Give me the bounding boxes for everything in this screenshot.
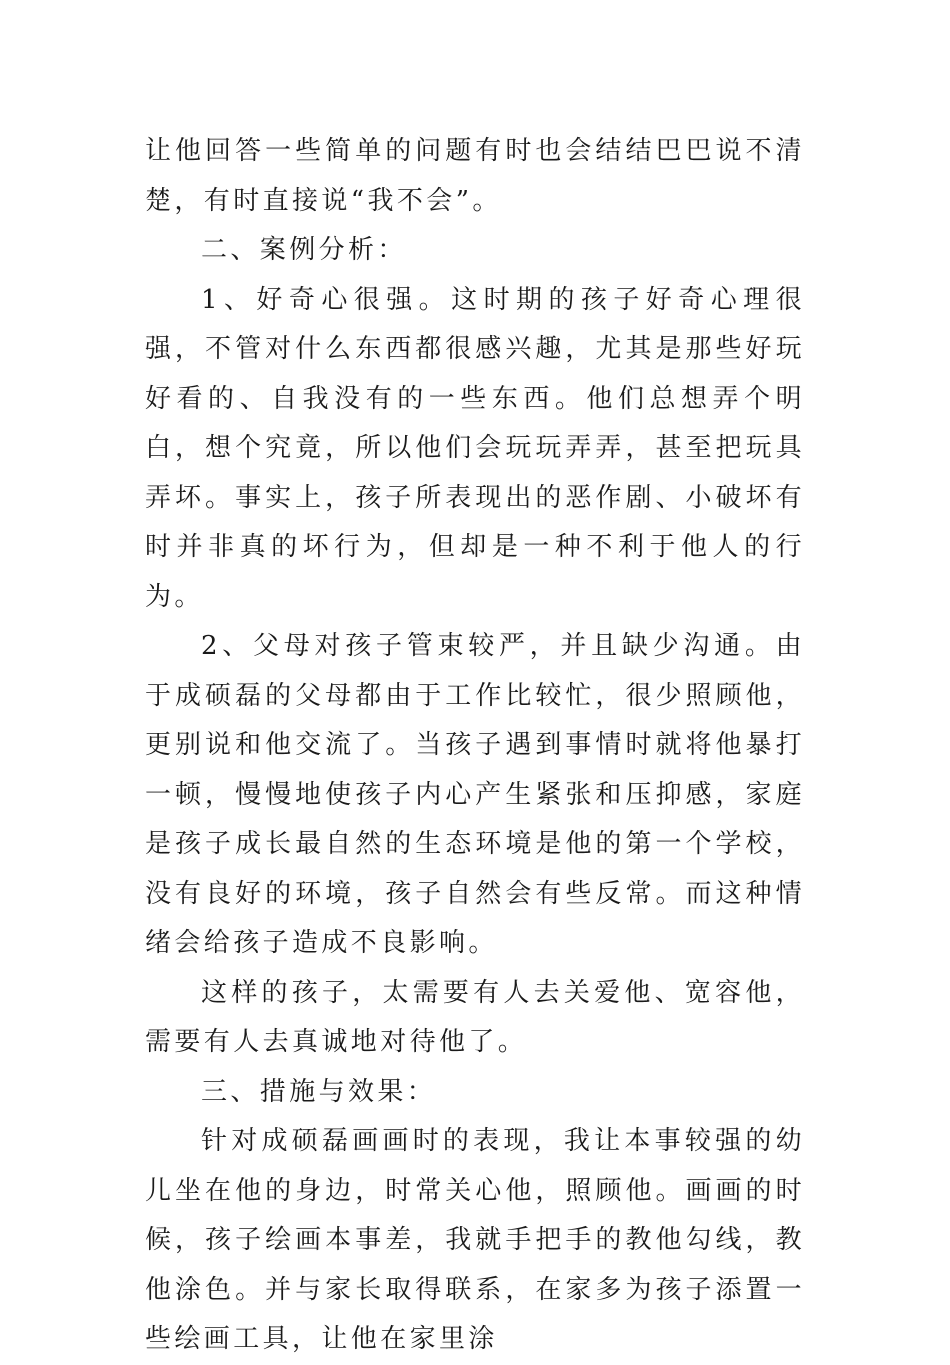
heading-measures: 三、措施与效果：: [201, 1076, 437, 1107]
paragraph-curiosity: 1、好奇心很强。这时期的孩子好奇心理很强，不管对什么东西都很感兴趣，尤其是那些好玩好看的、自我没有的一些东西。他们总想弄个明白，想个究竟，所以他们会玩玩弄弄，甚至把玩具弄坏。事实上，孩子所表现出的恶作剧、小破坏有时并非真的坏行为，但却是一种不利于他人的行为。: [145, 284, 805, 612]
paragraph-continuation: 让他回答一些简单的问题有时也会结结巴巴说不清楚，有时直接说“我不会”。: [145, 136, 805, 216]
heading-case-analysis: 二、案例分析：: [201, 235, 407, 265]
paragraph-measures: 针对成硕磊画画时的表现，我让本事较强的幼儿坐在他的身边，时常关心他，照顾他。画画的时候，孩子绘画本事差，我就手把手的教他勾线，教他涂色。并与家长取得联系，在家多为孩子添置一些绘画工具，让他在家里涂: [145, 1126, 805, 1354]
document-body: [145, 127, 805, 1365]
paragraph-parents: 2、父母对孩子管束较严，并且缺少沟通。由于成硕磊的父母都由于工作比较忙，很少照顾他，更别说和他交流了。当孩子遇到事情时就将他暴打一顿，慢慢地使孩子内心产生紧张和压抑感，家庭是孩子成长最自然的生态环境是他的第一个学校，没有良好的环境，孩子自然会有些反常。而这种情绪会给孩子造成不良影响。: [145, 631, 805, 958]
paragraph-care: 这样的孩子，太需要有人去关爱他、宽容他，需要有人去真诚地对待他了。: [145, 977, 805, 1057]
